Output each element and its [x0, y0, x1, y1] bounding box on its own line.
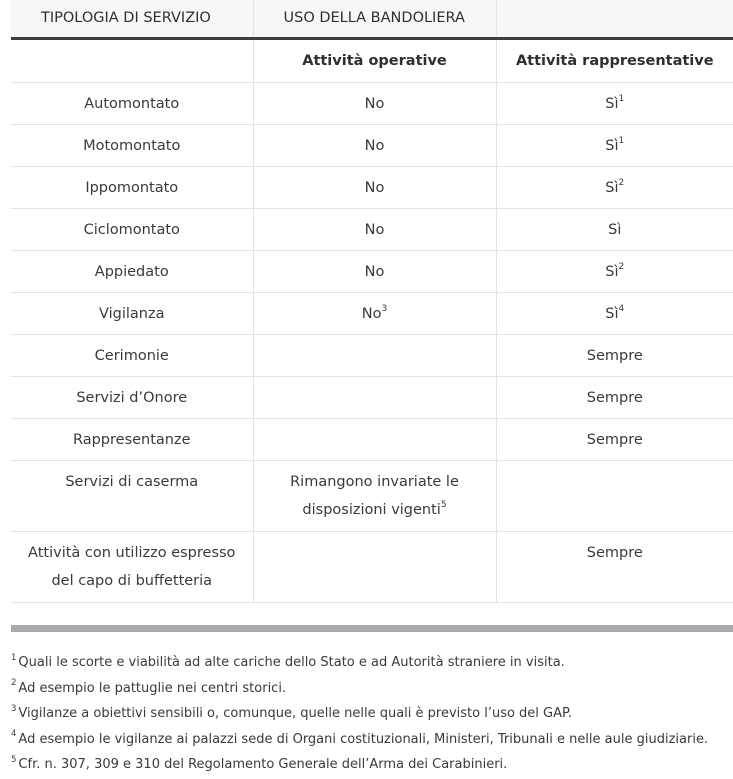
footnote-ref: 1 [618, 135, 625, 146]
cell-tipologia-text: Appiedato [94, 263, 169, 280]
cell-tipologia [11, 531, 253, 602]
subheader-attivita-operative: Attività operative [253, 38, 496, 82]
table-row [11, 166, 733, 208]
cell-tipologia [11, 250, 253, 292]
table-row [11, 376, 733, 418]
cell-attivita-operative [253, 82, 496, 124]
cell-attivita-rappresentative [496, 166, 733, 208]
table-row [11, 334, 733, 376]
cell-attivita-operative-text: No [361, 305, 382, 322]
footnote-number: 4 [11, 729, 17, 740]
subheader-attivita-rappresentative: Attività rappresentative [496, 38, 733, 82]
cell-tipologia [11, 292, 253, 334]
table-row [11, 208, 733, 250]
cell-attivita-operative [253, 208, 496, 250]
cell-attivita-rappresentative [496, 460, 733, 531]
table-row [11, 460, 733, 531]
cell-tipologia [11, 418, 253, 460]
cell-tipologia-text: Automontato [84, 95, 180, 112]
footnote-ref: 5 [440, 499, 447, 510]
footnote-number: 1 [11, 652, 17, 663]
cell-tipologia-text: Attività con utilizzo espresso del capo di buffetteria [28, 544, 236, 589]
cell-tipologia [11, 124, 253, 166]
cell-attivita-operative [253, 460, 496, 531]
cell-tipologia [11, 460, 253, 531]
cell-tipologia-text: Ciclomontato [83, 221, 180, 238]
cell-attivita-rappresentative-text: Sempre [586, 347, 643, 364]
footnote-item [11, 650, 733, 676]
subheader-empty [11, 38, 253, 82]
cell-tipologia-text: Motomontato [83, 137, 181, 154]
cell-tipologia-text: Servizi d’Onore [76, 389, 188, 406]
cell-attivita-rappresentative [496, 531, 733, 602]
subheader-row [11, 38, 733, 82]
table-row [11, 250, 733, 292]
cell-attivita-operative-text: No [364, 263, 385, 280]
cell-attivita-rappresentative-text: Sì [605, 263, 619, 280]
cell-attivita-rappresentative [496, 292, 733, 334]
table-header-row [11, 0, 733, 38]
table-row [11, 124, 733, 166]
cell-attivita-rappresentative [496, 376, 733, 418]
cell-attivita-rappresentative [496, 250, 733, 292]
service-table-container [11, 0, 733, 603]
cell-attivita-rappresentative-text: Sempre [586, 544, 643, 561]
footnote-text: Ad esempio le vigilanze ai palazzi sede di Organi costituzionali, Ministeri, Tribunali e nelle aule giudiziarie. [18, 731, 709, 747]
footnote-ref: 3 [381, 303, 388, 314]
separator-bar [11, 625, 733, 632]
footnotes [11, 650, 733, 778]
table-row [11, 531, 733, 602]
footnote-number: 3 [11, 703, 17, 714]
footnote-number: 2 [11, 678, 17, 689]
footnote-ref: 2 [618, 177, 625, 188]
header-empty [496, 0, 733, 38]
footnote-text: Cfr. n. 307, 309 e 310 del Regolamento Generale dell’Arma dei Carabinieri. [18, 757, 508, 772]
cell-attivita-rappresentative [496, 418, 733, 460]
footnote-ref: 2 [618, 261, 625, 272]
cell-tipologia [11, 334, 253, 376]
cell-attivita-operative [253, 531, 496, 602]
cell-attivita-operative-text: No [364, 221, 385, 238]
cell-attivita-operative [253, 376, 496, 418]
cell-attivita-rappresentative-text: Sì [605, 137, 619, 154]
cell-attivita-rappresentative-text: Sì [605, 95, 619, 112]
cell-attivita-operative [253, 250, 496, 292]
footnote-text: Vigilanze a obiettivi sensibili o, comunque, quelle nelle quali è previsto l’uso del GAP. [18, 706, 572, 721]
footnote-ref: 1 [618, 93, 625, 104]
footnote-item [11, 701, 733, 727]
cell-tipologia [11, 166, 253, 208]
header-tipologia: TIPOLOGIA DI SERVIZIO [11, 0, 253, 38]
cell-tipologia-text: Cerimonie [94, 347, 169, 364]
footnote-number: 5 [11, 754, 17, 765]
footnote-text: Quali le scorte e viabilità ad alte cariche dello Stato e ad Autorità straniere in visita. [18, 655, 565, 670]
cell-attivita-rappresentative [496, 124, 733, 166]
cell-attivita-rappresentative [496, 208, 733, 250]
cell-attivita-rappresentative [496, 334, 733, 376]
cell-attivita-rappresentative-text: Sempre [586, 431, 643, 448]
bandoliera-table [11, 0, 733, 603]
cell-attivita-operative [253, 292, 496, 334]
cell-tipologia-text: Rappresentanze [72, 431, 191, 448]
cell-attivita-operative-text: No [364, 95, 385, 112]
table-row [11, 82, 733, 124]
cell-attivita-operative-text: No [364, 179, 385, 196]
table-row [11, 418, 733, 460]
cell-tipologia-text: Vigilanza [99, 305, 165, 322]
cell-tipologia [11, 208, 253, 250]
cell-tipologia [11, 376, 253, 418]
footnote-item [11, 752, 733, 778]
cell-attivita-rappresentative [496, 82, 733, 124]
cell-attivita-rappresentative-text: Sì [605, 305, 619, 322]
cell-tipologia-text: Servizi di caserma [65, 473, 199, 490]
cell-attivita-rappresentative-text: Sì [608, 221, 622, 238]
table-row [11, 292, 733, 334]
cell-tipologia [11, 82, 253, 124]
cell-attivita-rappresentative-text: Sì [605, 179, 619, 196]
cell-tipologia-text: Ippomontato [85, 179, 179, 196]
cell-attivita-operative [253, 124, 496, 166]
cell-attivita-operative [253, 166, 496, 208]
cell-attivita-rappresentative-text: Sempre [586, 389, 643, 406]
cell-attivita-operative-text: No [364, 137, 385, 154]
cell-attivita-operative-text: Rimangono invariate le disposizioni vigenti [290, 473, 459, 518]
footnote-item [11, 727, 733, 753]
cell-attivita-operative [253, 334, 496, 376]
cell-attivita-operative [253, 418, 496, 460]
footnote-ref: 4 [618, 303, 625, 314]
header-uso-bandoliera: USO DELLA BANDOLIERA [253, 0, 496, 38]
footnote-item [11, 676, 733, 702]
footnote-text: Ad esempio le pattuglie nei centri storici. [18, 680, 287, 696]
